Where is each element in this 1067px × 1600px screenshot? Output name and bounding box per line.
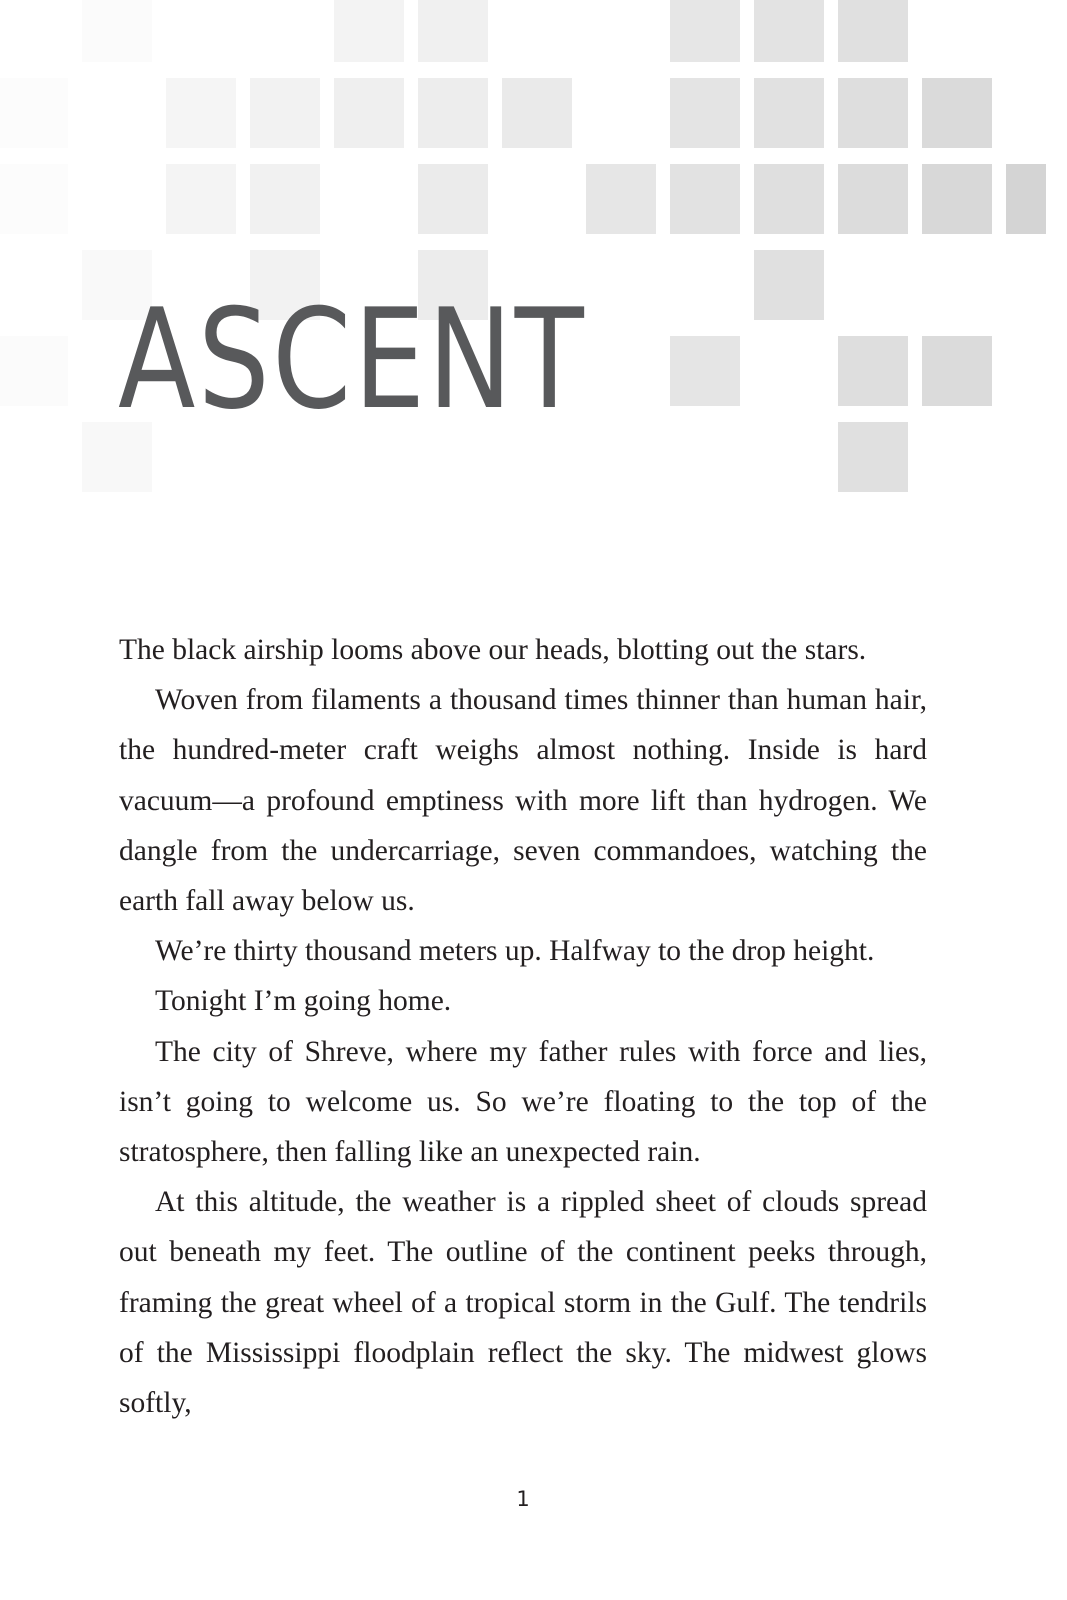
decorative-square	[1006, 164, 1046, 234]
decorative-square	[838, 164, 908, 234]
decorative-square	[0, 78, 68, 148]
decorative-square	[838, 336, 908, 406]
decorative-square	[166, 78, 236, 148]
decorative-square	[670, 0, 740, 62]
decorative-square	[82, 0, 152, 62]
decorative-square	[334, 78, 404, 148]
paragraph: The black airship looms above our heads, blotting out the stars.	[119, 634, 867, 666]
decorative-square	[418, 78, 488, 148]
decorative-square	[502, 78, 572, 148]
decorative-square	[754, 164, 824, 234]
decorative-square	[670, 336, 740, 406]
paragraph: At this altitude, the weather is a rippled sheet of clouds spread out beneath my feet. The outline of the continent peeks through, framing the great wheel of a tropical storm in the Gulf. The tendrils of the Mississippi floodplain reflect the sky. The midwest glows softly,	[119, 1186, 927, 1420]
decorative-square	[670, 164, 740, 234]
decorative-square	[250, 78, 320, 148]
page-number: 1	[516, 1487, 530, 1511]
paragraph: We’re thirty thousand meters up. Halfway to the drop height.	[155, 935, 875, 968]
decorative-square	[670, 78, 740, 148]
paragraph: The city of Shreve, where my father rules with force and lies, isn’t going to welcome us. So we’re floating to the top of the stratosphere, then falling like an unexpected rain.	[119, 1035, 927, 1169]
decorative-square	[418, 0, 488, 62]
decorative-square	[0, 164, 68, 234]
chapter-body-text	[119, 625, 927, 1428]
decorative-square	[250, 164, 320, 234]
decorative-square	[166, 164, 236, 234]
decorative-square-grid	[0, 0, 1067, 520]
decorative-square	[838, 422, 908, 492]
decorative-square	[922, 164, 992, 234]
paragraph: Tonight I’m going home.	[155, 985, 452, 1018]
decorative-square	[922, 336, 992, 406]
decorative-square	[754, 0, 824, 62]
paragraph: Woven from filaments a thousand times thinner than human hair, the hundred-meter craft weighs almost nothing. Inside is hard vacuum—a profound emptiness with more lift than hydrogen. We dangle from the undercarriage, seven commandoes, watching the earth fall away below us.	[119, 684, 927, 918]
decorative-square	[838, 78, 908, 148]
decorative-square	[586, 164, 656, 234]
decorative-square	[754, 78, 824, 148]
decorative-square	[334, 0, 404, 62]
decorative-square	[418, 164, 488, 234]
decorative-square	[922, 78, 992, 148]
chapter-title: ASCENT	[118, 279, 587, 440]
decorative-square	[838, 0, 908, 62]
decorative-square	[0, 336, 68, 406]
decorative-square	[754, 250, 824, 320]
